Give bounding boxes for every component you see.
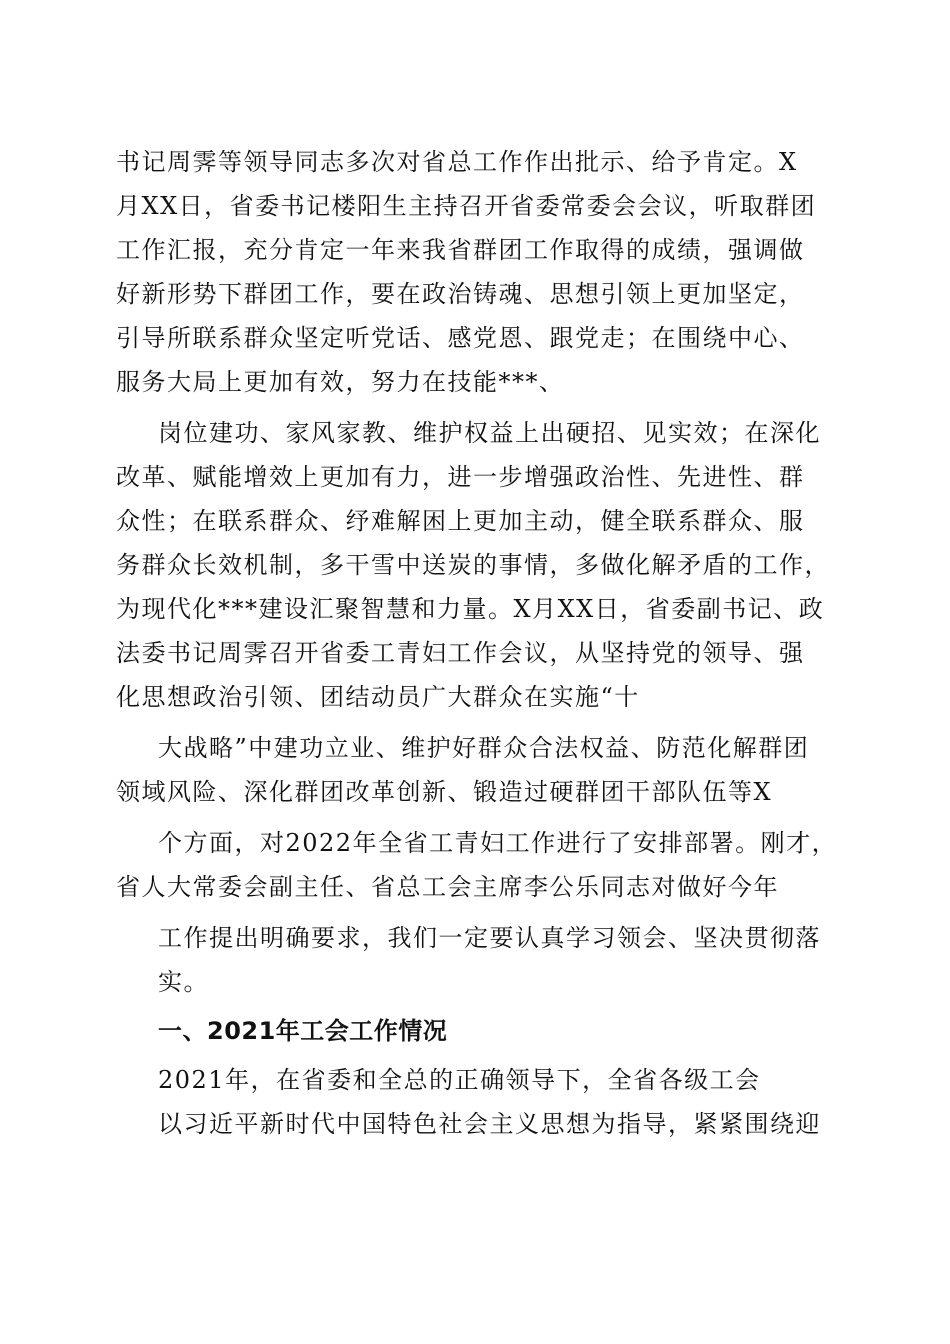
text-line: 实。 — [158, 968, 209, 996]
text-line: 个方面，对2022年全省工青妇工作进行了安排部署。刚才， — [158, 829, 838, 857]
text-line: 工作汇报，充分肯定一年来我省群团工作取得的成绩，强调做 — [116, 236, 805, 264]
text-line: 好新形势下群团工作，要在政治铸魂、思想引领上更加坚定， — [116, 280, 805, 308]
text-line: 2021年，在省委和全总的正确领导下，全省各级工会 — [158, 1066, 761, 1094]
text-line: 月XX日，省委书记楼阳生主持召开省委常委会会议，听取群团 — [116, 192, 817, 220]
text-line: 化思想政治引领、团结动员广大群众在实施“十 — [116, 683, 640, 711]
text-line: 领域风险、深化群团改革创新、锻造过硬群团干部队伍等X — [116, 778, 773, 806]
text-line: 为现代化***建设汇聚智慧和力量。X月XX日，省委副书记、政 — [116, 595, 825, 623]
text-line: 工作提出明确要求，我们一定要认真学习领会、坚决贯彻落 — [158, 924, 821, 952]
text-line: 法委书记周霁召开省委工青妇工作会议，从坚持党的领导、强 — [116, 639, 805, 667]
text-line: 岗位建功、家风家教、维护权益上出硬招、见实效；在深化 — [158, 419, 821, 447]
text-line: 大战略”中建功立业、维护好群众合法权益、防范化解群团 — [158, 734, 810, 762]
text-line: 省人大常委会副主任、省总工会主席李公乐同志对做好今年 — [116, 873, 779, 901]
text-line: 改革、赋能增效上更加有力，进一步增强政治性、先进性、群 — [116, 463, 805, 491]
text-line: 务群众长效机制，多干雪中送炭的事情，多做化解矛盾的工作， — [116, 551, 830, 579]
text-line: 众性；在联系群众、纾难解困上更加主动，健全联系群众、服 — [116, 507, 805, 535]
text-line: 服务大局上更加有效，努力在技能***、 — [116, 368, 565, 396]
text-line: 以习近平新时代中国特色社会主义思想为指导，紧紧围绕迎 — [158, 1110, 821, 1138]
text-line: 引导所联系群众坚定听党话、感党恩、跟党走；在围绕中心、 — [116, 324, 805, 352]
text-line: 书记周霁等领导同志多次对省总工作作出批示、给予肯定。X — [116, 148, 798, 176]
section-heading: 一、2021年工会工作情况 — [158, 1017, 448, 1045]
